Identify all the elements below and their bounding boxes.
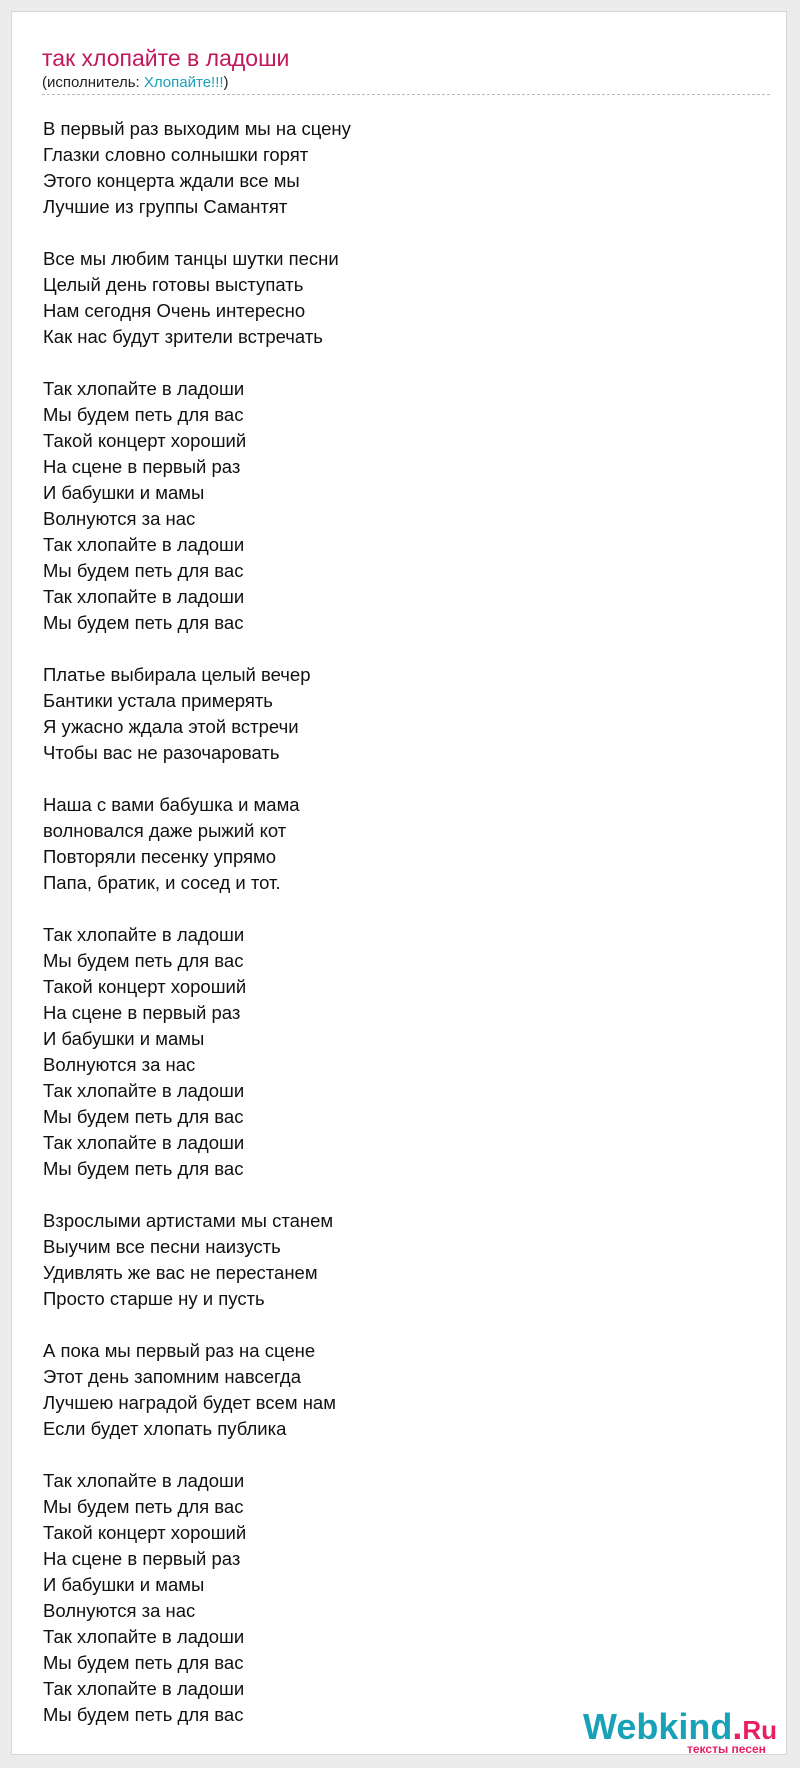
- lyric-line: Волнуются за нас: [43, 1054, 196, 1075]
- lyric-line: Такой концерт хороший: [43, 430, 247, 451]
- song-header: [42, 44, 770, 93]
- lyric-line: Такой концерт хороший: [43, 976, 247, 997]
- lyric-line: Так хлопайте в ладоши: [43, 586, 245, 607]
- lyric-line: Мы будем петь для вас: [43, 1496, 244, 1517]
- lyric-line: Лучшие из группы Самантят: [43, 196, 288, 217]
- lyric-line: Глазки словно солнышки горят: [43, 144, 309, 165]
- logo-tld: Ru: [742, 1715, 778, 1745]
- stanza: [43, 662, 743, 766]
- lyric-line: Целый день готовы выступать: [43, 274, 304, 295]
- lyric-line: И бабушки и мамы: [43, 1574, 205, 1595]
- lyric-line: Мы будем петь для вас: [43, 1704, 244, 1725]
- lyric-line: А пока мы первый раз на сцене: [43, 1340, 316, 1361]
- lyric-line: Мы будем петь для вас: [43, 404, 244, 425]
- performer-prefix: (исполнитель:: [42, 74, 144, 91]
- lyric-line: Волнуются за нас: [43, 508, 196, 529]
- lyric-line: Так хлопайте в ладоши: [43, 1080, 245, 1101]
- logo-name: Webkind: [583, 1706, 733, 1747]
- lyric-line: Лучшею наградой будет всем нам: [43, 1392, 336, 1413]
- lyric-line: Как нас будут зрители встречать: [43, 326, 323, 347]
- lyric-line: Мы будем петь для вас: [43, 950, 244, 971]
- lyric-line: На сцене в первый раз: [43, 1548, 241, 1569]
- lyric-line: Нам сегодня Очень интересно: [43, 300, 306, 321]
- lyric-line: Так хлопайте в ладоши: [43, 1470, 245, 1491]
- header-divider: [42, 94, 770, 95]
- song-title: так хлопайте в ладоши: [42, 45, 290, 71]
- lyric-line: Мы будем петь для вас: [43, 612, 244, 633]
- performer-suffix: ): [223, 74, 229, 91]
- stanza: [43, 1338, 743, 1442]
- lyric-line: Мы будем петь для вас: [43, 560, 244, 581]
- lyric-line: Платье выбирала целый вечер: [43, 664, 311, 685]
- lyric-line: Если будет хлопать публика: [43, 1418, 287, 1439]
- lyric-line: Выучим все песни наизусть: [43, 1236, 281, 1257]
- stanza: [43, 116, 743, 220]
- lyric-line: Так хлопайте в ладоши: [43, 378, 245, 399]
- stanza: [43, 922, 743, 1182]
- lyric-line: Этот день запомним навсегда: [43, 1366, 302, 1387]
- artist-link[interactable]: Хлопайте!!!: [143, 74, 224, 91]
- lyrics-body: [43, 116, 743, 1754]
- stanza: [43, 376, 743, 636]
- lyric-line: Этого концерта ждали все мы: [43, 170, 300, 191]
- lyric-line: И бабушки и мамы: [43, 1028, 205, 1049]
- stanza: [43, 792, 743, 896]
- lyric-line: Я ужасно ждала этой встречи: [43, 716, 299, 737]
- lyric-line: Так хлопайте в ладоши: [43, 1626, 245, 1647]
- lyric-line: Все мы любим танцы шутки песни: [43, 248, 339, 269]
- stanza: [43, 1208, 743, 1312]
- lyrics-page: [11, 11, 787, 1755]
- lyric-line: Просто старше ну и пусть: [43, 1288, 265, 1309]
- lyric-line: Мы будем петь для вас: [43, 1652, 244, 1673]
- lyric-line: Бантики устала примерять: [43, 690, 273, 711]
- stanza: [43, 1468, 743, 1728]
- lyric-line: Волнуются за нас: [43, 1600, 196, 1621]
- lyric-line: Чтобы вас не разочаровать: [43, 742, 280, 763]
- webkind-logo[interactable]: [583, 1705, 793, 1761]
- lyric-line: Мы будем петь для вас: [43, 1158, 244, 1179]
- lyric-line: На сцене в первый раз: [43, 456, 241, 477]
- lyric-line: Так хлопайте в ладоши: [43, 1678, 245, 1699]
- lyric-line: Наша с вами бабушка и мама: [43, 794, 300, 815]
- lyric-line: Так хлопайте в ладоши: [43, 1132, 245, 1153]
- lyric-line: Мы будем петь для вас: [43, 1106, 244, 1127]
- logo-dot: .: [732, 1706, 743, 1747]
- lyric-line: Папа, братик, и сосед и тот.: [43, 872, 281, 893]
- lyric-line: Так хлопайте в ладоши: [43, 534, 245, 555]
- performer-line: [42, 73, 770, 93]
- lyric-line: Взрослыми артистами мы станем: [43, 1210, 334, 1231]
- stanza: [43, 246, 743, 350]
- lyric-line: В первый раз выходим мы на сцену: [43, 118, 351, 139]
- lyric-line: На сцене в первый раз: [43, 1002, 241, 1023]
- lyric-line: Так хлопайте в ладоши: [43, 924, 245, 945]
- lyric-line: Такой концерт хороший: [43, 1522, 247, 1543]
- lyric-line: И бабушки и мамы: [43, 482, 205, 503]
- lyric-line: Повторяли песенку упрямо: [43, 846, 277, 867]
- lyric-line: волновался даже рыжий кот: [43, 820, 287, 841]
- logo-subtitle: тексты песен: [687, 1742, 766, 1756]
- lyric-line: Удивлять же вас не перестанем: [43, 1262, 318, 1283]
